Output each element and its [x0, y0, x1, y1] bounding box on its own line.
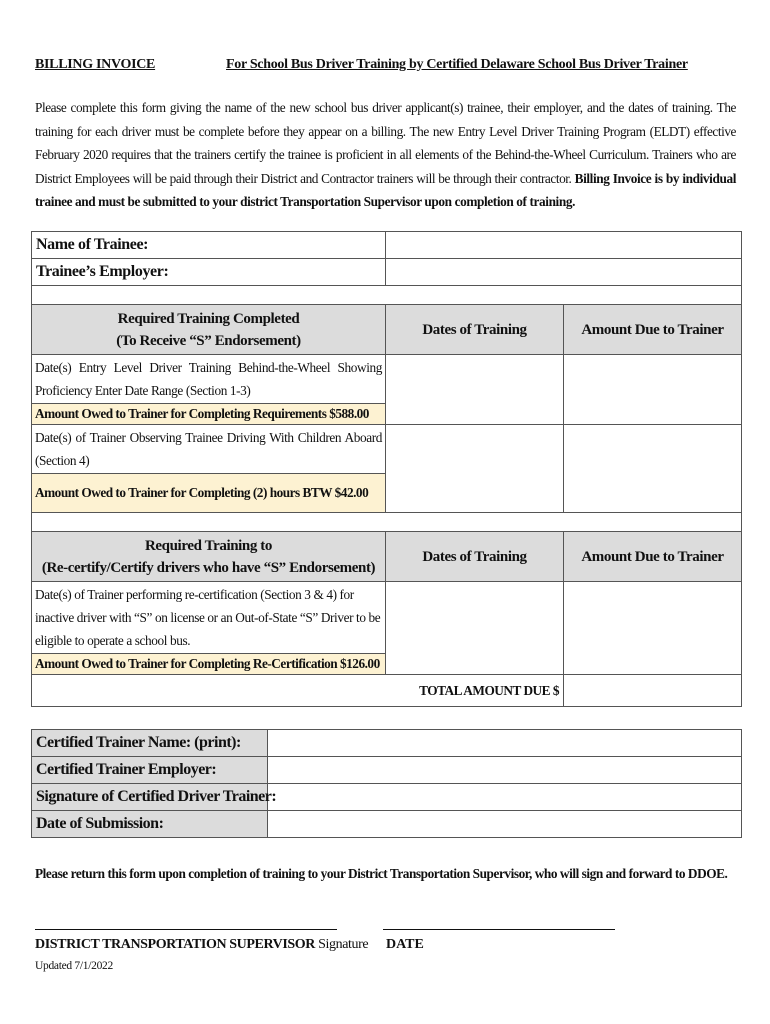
supervisor-label: DISTRICT TRANSPORTATION SUPERVISOR	[35, 937, 316, 952]
trainer-employer-field[interactable]	[268, 757, 742, 784]
supervisor-signature-line[interactable]	[35, 929, 337, 930]
section1-amount-header: Amount Due to Trainer	[564, 305, 742, 355]
section2-item1-dates-field[interactable]	[386, 582, 564, 675]
trainer-name-field[interactable]	[268, 730, 742, 757]
instructions-bold-text: Billing Invoice is by individual trainee and must be submitted to your district Transportation Supervisor upon completion of training.	[35, 170, 736, 209]
submission-date-field[interactable]	[268, 811, 742, 838]
spacer-row	[32, 513, 742, 532]
section1-heading	[32, 305, 386, 355]
trainee-name-label: Name of Trainee:	[32, 232, 386, 259]
section1-dates-header: Dates of Training	[386, 305, 564, 355]
section1-item1-dates-field[interactable]	[386, 355, 564, 425]
section1-heading-line1: Required Training Completed	[117, 310, 300, 327]
section2-dates-header: Dates of Training	[386, 532, 564, 582]
section1-item1-amount-field[interactable]	[564, 355, 742, 425]
section2-item1-owed: Amount Owed to Trainer for Completing Re-Certification $126.00	[32, 654, 386, 675]
instructions-paragraph	[35, 96, 736, 214]
trainer-employer-label: Certified Trainer Employer:	[32, 757, 268, 784]
section2-item1-amount-field[interactable]	[564, 582, 742, 675]
document-subtitle: For School Bus Driver Training by Certified Delaware School Bus Driver Trainer	[226, 57, 688, 72]
return-instructions: Please return this form upon completion of training to your District Transportation Supervisor, who will sign and forward to DDOE.	[35, 866, 728, 881]
section2-heading-line1: Required Training to	[144, 537, 273, 554]
trainee-employer-field[interactable]	[386, 259, 742, 286]
date-signature-line[interactable]	[383, 929, 615, 930]
document-title: BILLING INVOICE	[35, 57, 156, 72]
date-caption: DATE	[386, 937, 424, 952]
section2-amount-header: Amount Due to Trainer	[564, 532, 742, 582]
signature-word: Signature	[318, 937, 369, 952]
trainee-employer-label: Trainee’s Employer:	[32, 259, 386, 286]
section2-heading	[32, 532, 386, 582]
section1-heading-line2: (To Receive “S” Endorsement)	[116, 332, 301, 349]
instructions-text: Please complete this form giving the name of the new school bus driver applicant(s) trainee, their employer, and the dates of training. The training for each driver must be complete before they appear on a billing. The new Entry Level Driver Training Program (ELDT) effective February 2020 requires that the trainers certify the trainee is proficient in all elements of the Behind-the-Wheel Curriculum. Trainers who are District Employees will be paid through their District and Contractor trainers will be through their contractor.	[35, 100, 736, 186]
section2-heading-line2: (Re-certify/Certify drivers who have “S” Endorsement)	[41, 559, 376, 576]
trainer-name-label: Certified Trainer Name: (print):	[32, 730, 268, 757]
section1-item1-description: Date(s) Entry Level Driver Training Behind-the-Wheel Showing Proficiency Enter Date Range (Section 1-3)	[32, 355, 386, 404]
trainee-name-field[interactable]	[386, 232, 742, 259]
section1-item2-dates-field[interactable]	[386, 425, 564, 513]
supervisor-signature-caption	[35, 937, 368, 953]
trainer-signature-field[interactable]	[268, 784, 742, 811]
spacer-row	[32, 286, 742, 305]
section1-item2-description: Date(s) of Trainer Observing Trainee Driving With Children Aboard (Section 4)	[32, 425, 386, 474]
section2-item1-description: Date(s) of Trainer performing re-certification (Section 3 & 4) for inactive driver with “S” on license or an Out-of-State “S” Driver to be eligible to operate a school bus.	[32, 582, 386, 654]
updated-date: Updated 7/1/2022	[35, 960, 113, 972]
trainer-signature-label: Signature of Certified Driver Trainer:	[32, 784, 268, 811]
submission-date-label: Date of Submission:	[32, 811, 268, 838]
section1-item1-owed: Amount Owed to Trainer for Completing Requirements $588.00	[32, 404, 386, 425]
trainer-info-table	[31, 729, 742, 838]
total-amount-field[interactable]	[564, 675, 742, 707]
section1-item2-amount-field[interactable]	[564, 425, 742, 513]
section1-item2-owed: Amount Owed to Trainer for Completing (2) hours BTW $42.00	[32, 474, 386, 513]
total-amount-label: TOTAL AMOUNT DUE $	[32, 675, 564, 707]
training-table	[31, 231, 742, 707]
